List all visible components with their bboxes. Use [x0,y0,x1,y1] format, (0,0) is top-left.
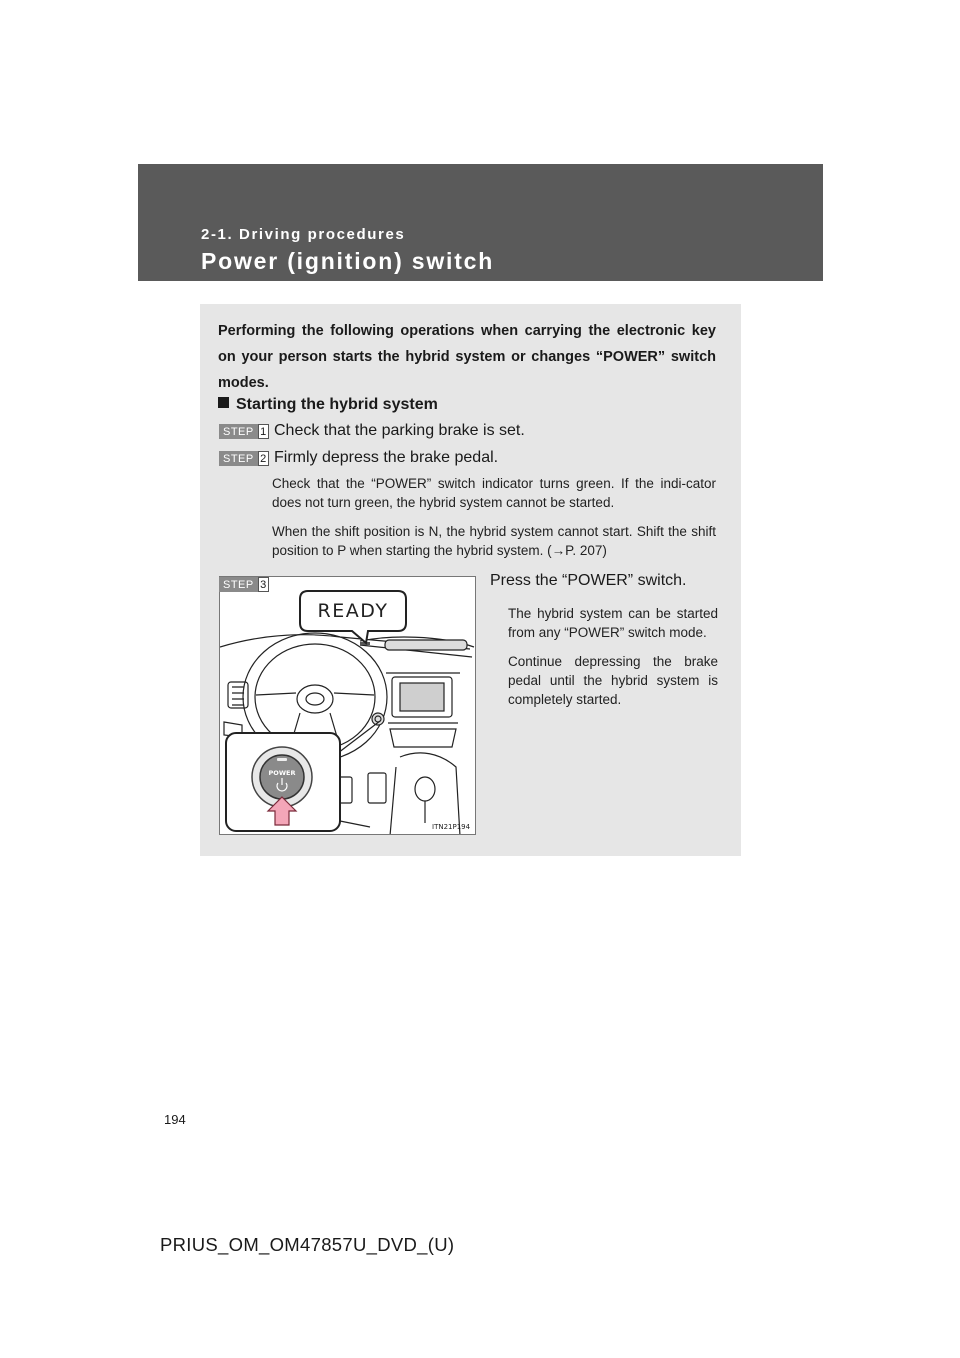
subheading-text: Starting the hybrid system [236,396,438,413]
subheading [218,396,438,414]
power-label: POWER [268,769,296,777]
step-3-text: Press the “POWER” switch. [490,572,687,589]
ready-label: READY [317,600,389,622]
step-number: 3 [258,577,269,592]
dashboard-drawing [220,577,476,835]
step-3-note-2: Continue depressing the brake pedal until the hybrid system is completely started. [508,654,718,707]
square-bullet-icon [218,397,229,408]
step-2-text: Firmly depress the brake pedal. [274,449,499,466]
figure-code: ITN21P194 [432,823,471,831]
step-3-block [490,572,718,719]
step-number: 1 [258,424,269,439]
page-title: Power (ignition) switch [201,248,495,274]
step-2-note-1: Check that the “POWER” switch indicator turns green. If the indi-cator does not turn green, the hybrid system cannot be started. [272,476,716,510]
step-2-note-2: When the shift position is N, the hybrid system cannot start. Shift the shift position to P when starting the hybrid system. (→P. 207) [272,524,716,558]
step-word: STEP [219,451,258,466]
step-3-note-1: The hybrid system can be started from any “POWER” switch mode. [508,606,718,640]
step-number: 2 [258,451,269,466]
step-1-text: Check that the parking brake is set. [274,422,525,439]
step-1-badge [219,424,269,439]
step-2-badge [219,451,269,466]
intro-paragraph: Performing the following operations when carrying the electronic key on your person starts the hybrid system or changes “POWER” switch modes. [218,323,716,391]
page-number: 194 [164,1112,186,1127]
step-3-badge [219,577,269,592]
step-word: STEP [219,424,258,439]
dashboard-illustration [219,576,476,835]
document-id: PRIUS_OM_OM47857U_DVD_(U) [160,1234,455,1255]
section-label: 2-1. Driving procedures [201,226,406,243]
step-word: STEP [219,577,258,592]
